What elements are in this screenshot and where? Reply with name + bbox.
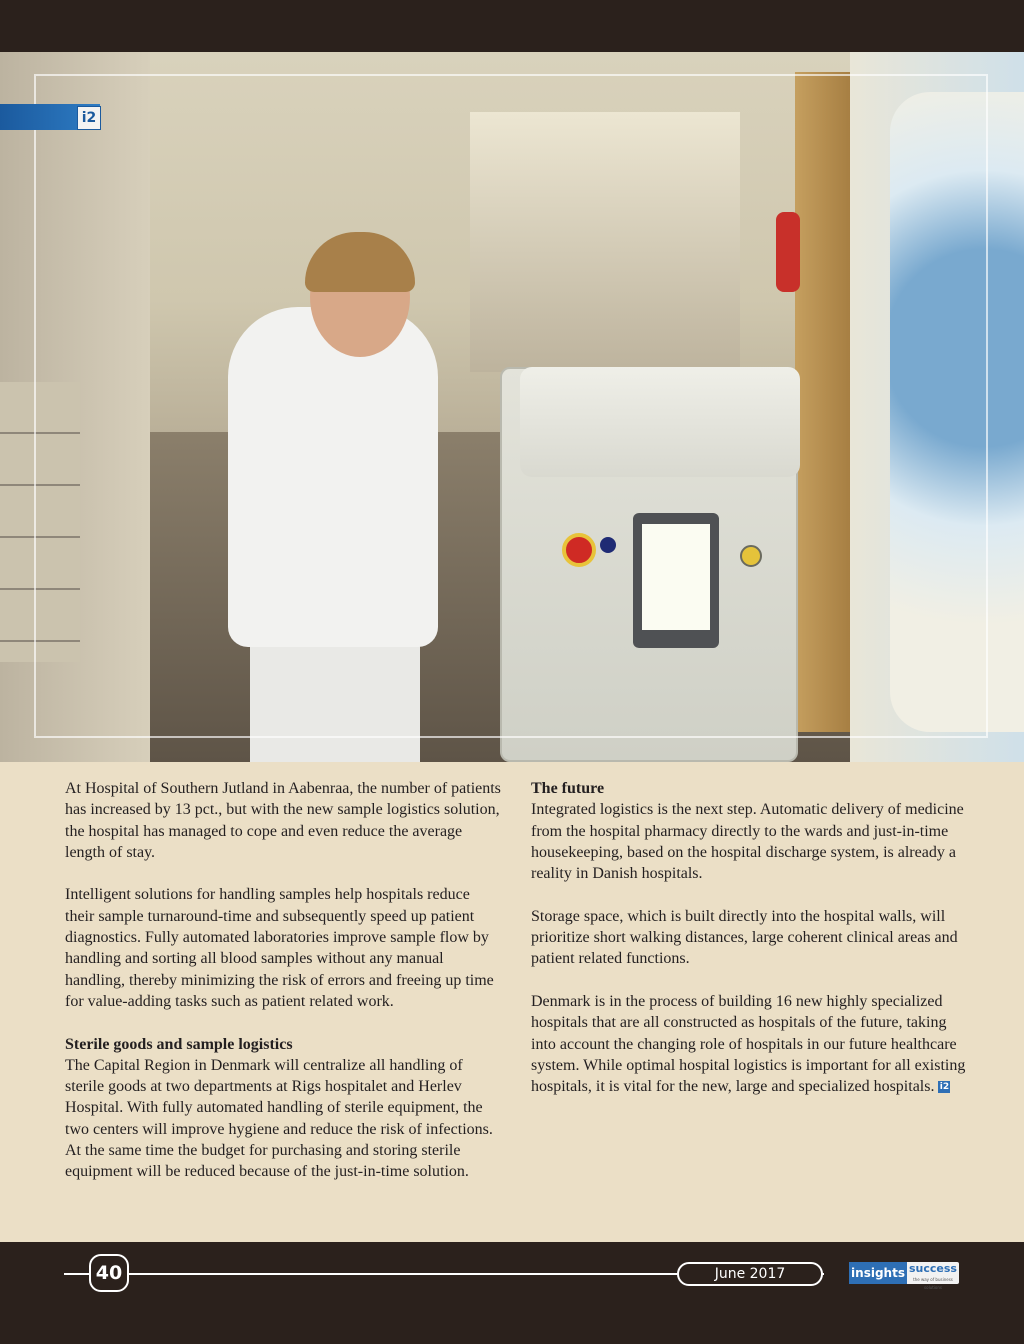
section-heading: Sterile goods and sample logistics — [65, 1035, 293, 1053]
footer — [0, 1242, 1024, 1344]
brand-logo — [849, 1262, 959, 1290]
top-band — [0, 0, 1024, 52]
photo-frame — [34, 74, 988, 738]
article-paragraph: Storage space, which is built directly into the hospital walls, will prioritize short walking distances, large coherent clinical areas and patient related functions. — [531, 907, 958, 968]
brand-success-text: success — [909, 1262, 957, 1275]
article-paragraph: At Hospital of Southern Jutland in Aabenraa, the number of patients has increased by 13 pct., but with the new sample logistics solution, the hospital has managed to cope and even reduce the average length of stay. — [65, 780, 501, 861]
brand-insights-text: insights — [849, 1262, 907, 1284]
article-right-column — [531, 778, 967, 1119]
article-paragraph-final — [531, 991, 967, 1097]
issue-date: June 2017 — [677, 1262, 823, 1286]
article-paragraph: Intelligent solutions for handling samples help hospitals reduce their sample turnaround-time and subsequently speed up patient diagnostics. Fully automated laboratories improve sample flow by handling and sorting all blood samples without any manual handling, thereby minimizing the risk of errors and freeing up time for value-adding tasks such as patient related work. — [65, 886, 494, 1010]
end-mark-icon: i2 — [939, 1082, 950, 1093]
page-number: 40 — [89, 1254, 129, 1292]
article-paragraph-text: Denmark is in the process of building 16 new highly specialized hospitals that are all constructed as hospitals of the future, taking into account the changing role of hospitals in our future healthcare system. While optimal hospital logistics is important for all existing hospitals, it is vital for the new, large and specialized hospitals. — [531, 992, 966, 1096]
article-left-column — [65, 778, 501, 1204]
article-paragraph: Integrated logistics is the next step. Automatic delivery of medicine from the hospital pharmacy directly to the wards and just-in-time housekeeping, based on the hospital discharge system, is already a reality in Danish hospitals. — [531, 801, 964, 883]
brand-tagline: the way of business solutions — [913, 1277, 953, 1290]
i2-logo-icon: i2 — [77, 106, 101, 130]
section-heading: The future — [531, 780, 605, 797]
hero-photo — [0, 52, 1024, 762]
article-paragraph: The Capital Region in Denmark will centralize all handling of sterile goods at two departments at Rigs hospitalet and Herlev Hospital. With fully automated handling of sterile equipment, the two centers will improve hygiene and reduce the risk of infections. At the same time the budget for purchasing and storing sterile equipment will be reduced because of the just-in-time solution. — [65, 1056, 493, 1181]
